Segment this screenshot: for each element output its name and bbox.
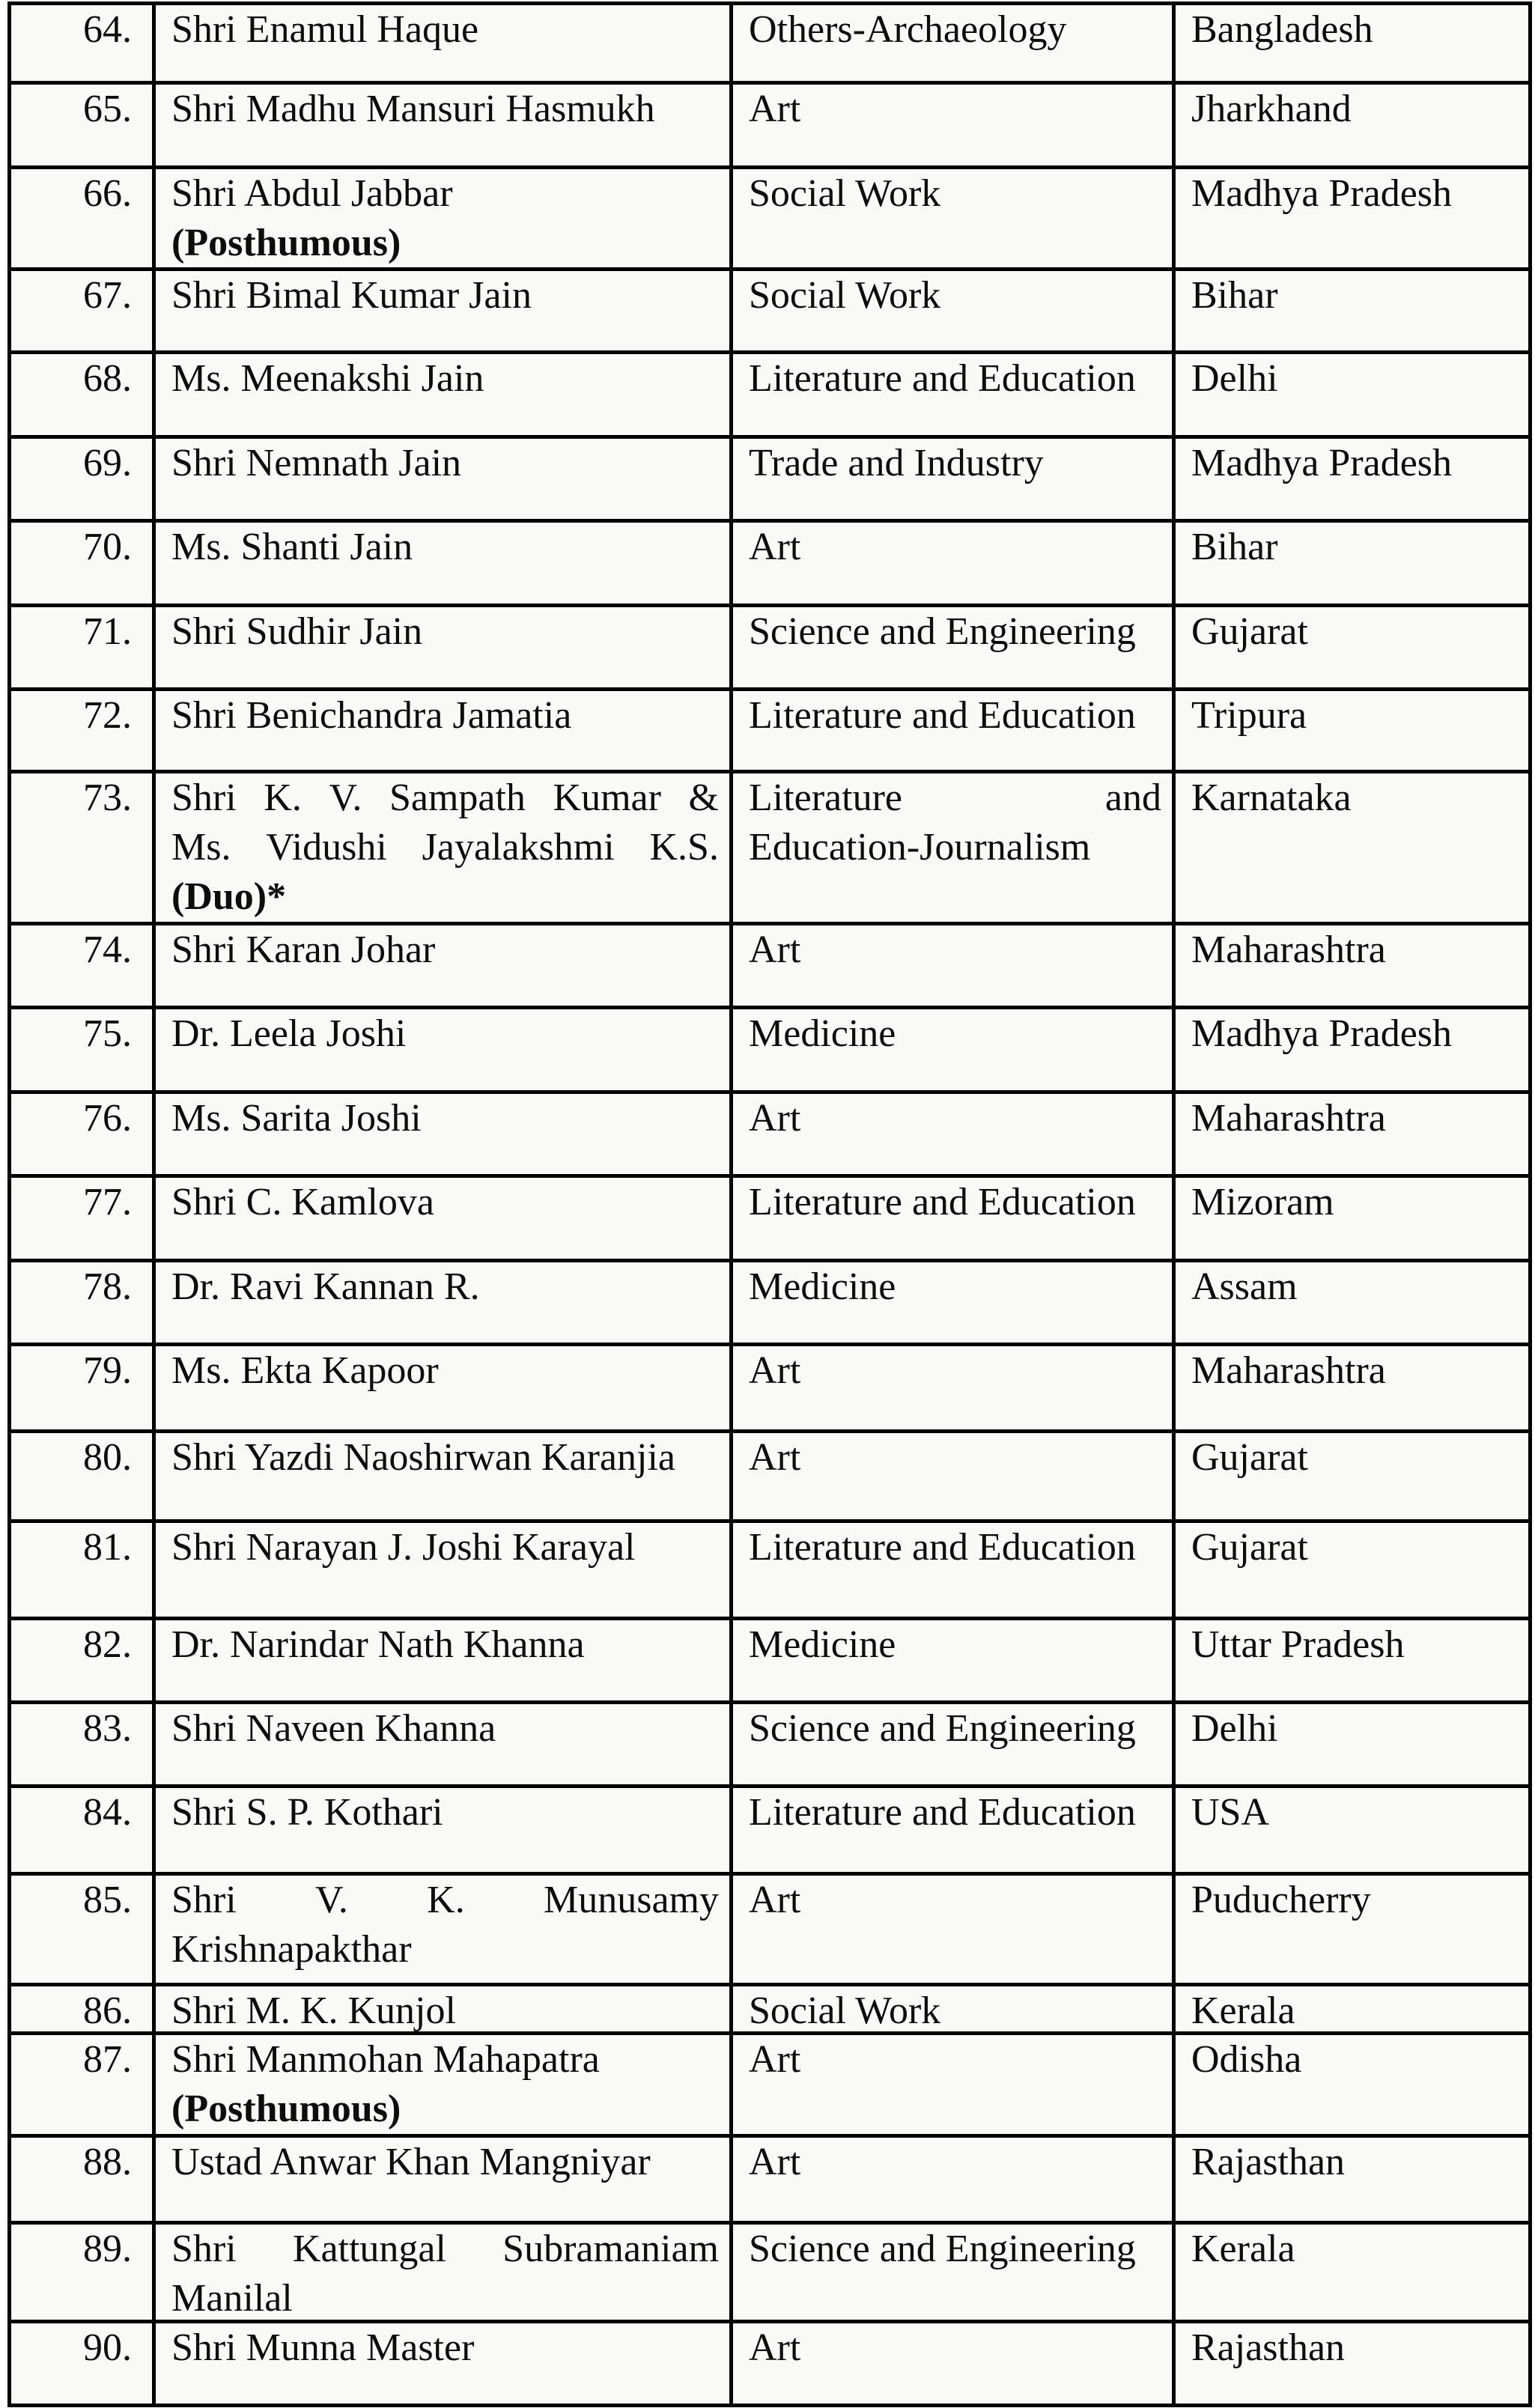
serial-number: 87. bbox=[83, 2038, 132, 2081]
word: Shri bbox=[171, 776, 237, 819]
serial-cell bbox=[7, 81, 152, 165]
serial-cell bbox=[7, 1259, 152, 1343]
cell-line: Bihar bbox=[1191, 274, 1278, 317]
serial-number: 80. bbox=[83, 1436, 132, 1479]
cell-line: Shri Madhu Mansuri Hasmukh bbox=[171, 88, 655, 130]
word: K.S. bbox=[649, 826, 719, 869]
serial-cell bbox=[7, 1784, 152, 1872]
cell-line: Gujarat bbox=[1191, 610, 1308, 653]
cell-line: Art bbox=[749, 1879, 801, 1921]
cell-line: Literature and Education bbox=[749, 1181, 1136, 1223]
cell-line: Delhi bbox=[1191, 1707, 1278, 1750]
name-cell bbox=[152, 267, 729, 350]
cell-line: Art bbox=[749, 2141, 801, 2183]
serial-number: 82. bbox=[83, 1623, 132, 1666]
serial-cell bbox=[7, 350, 152, 435]
serial-cell bbox=[7, 1519, 152, 1617]
serial-number: 84. bbox=[83, 1791, 132, 1834]
cell-line: Art bbox=[749, 1097, 801, 1140]
cell-line: Medicine bbox=[749, 1265, 896, 1308]
cell-line bbox=[171, 2225, 719, 2274]
state-cell bbox=[1172, 519, 1528, 603]
state-cell bbox=[1172, 350, 1528, 435]
field-cell bbox=[729, 603, 1172, 687]
cell-line: Rajasthan bbox=[1191, 2326, 1346, 2369]
word: and bbox=[1104, 776, 1161, 819]
cell-line: Mizoram bbox=[1191, 1181, 1334, 1223]
name-cell bbox=[152, 2221, 729, 2320]
cell-line: Ms. Shanti Jain bbox=[171, 526, 413, 568]
cell-line: Assam bbox=[1191, 1265, 1298, 1308]
cell-line: Art bbox=[749, 1436, 801, 1479]
name-cell bbox=[152, 1872, 729, 1983]
serial-number: 89. bbox=[83, 2228, 132, 2270]
serial-number: 88. bbox=[83, 2141, 132, 2183]
name-cell bbox=[152, 1006, 729, 1090]
field-cell bbox=[729, 1617, 1172, 1700]
field-cell bbox=[729, 81, 1172, 165]
cell-line: Ms. Ekta Kapoor bbox=[171, 1349, 439, 1392]
cell-line: Odisha bbox=[1191, 2038, 1302, 2081]
cell-line: Dr. Ravi Kannan R. bbox=[171, 1265, 480, 1308]
cell-line: Maharashtra bbox=[1191, 1349, 1386, 1392]
serial-number: 73. bbox=[83, 776, 132, 819]
word: Jayalakshmi bbox=[422, 826, 615, 869]
name-cell bbox=[152, 1617, 729, 1700]
serial-cell bbox=[7, 2221, 152, 2320]
cell-line: Shri Abdul Jabbar bbox=[171, 172, 453, 215]
name-cell bbox=[152, 435, 729, 519]
field-cell bbox=[729, 1872, 1172, 1983]
word: V. bbox=[329, 776, 362, 819]
state-cell bbox=[1172, 2221, 1528, 2320]
cell-line: Trade and Industry bbox=[749, 442, 1044, 484]
name-cell bbox=[152, 1700, 729, 1784]
cell-line: Medicine bbox=[749, 1623, 896, 1666]
field-cell bbox=[729, 1, 1172, 81]
cell-line: Maharashtra bbox=[1191, 928, 1386, 971]
state-cell bbox=[1172, 81, 1528, 165]
cell-line: Kerala bbox=[1191, 1989, 1295, 2031]
word: Kumar bbox=[553, 776, 661, 819]
cell-line: Shri Karan Johar bbox=[171, 928, 436, 971]
name-cell bbox=[152, 922, 729, 1006]
name-cell bbox=[152, 81, 729, 165]
cell-line: Art bbox=[749, 1349, 801, 1392]
serial-number: 64. bbox=[83, 8, 132, 51]
field-cell bbox=[729, 2221, 1172, 2320]
cell-line: Social Work bbox=[749, 274, 941, 317]
cell-line: Dr. Narindar Nath Khanna bbox=[171, 1623, 585, 1666]
cell-line: Shri Narayan J. Joshi Karayal bbox=[171, 1526, 636, 1569]
state-cell bbox=[1172, 922, 1528, 1006]
cell-line: Puducherry bbox=[1191, 1879, 1371, 1921]
cell-line: Ms. Sarita Joshi bbox=[171, 1097, 422, 1140]
field-cell bbox=[729, 1429, 1172, 1519]
cell-line: Art bbox=[749, 928, 801, 971]
cell-line: (Posthumous) bbox=[171, 222, 401, 264]
field-cell bbox=[729, 519, 1172, 603]
cell-line: Karnataka bbox=[1191, 776, 1352, 819]
cell-line: Education-Journalism bbox=[749, 826, 1091, 869]
cell-line: Science and Engineering bbox=[749, 610, 1136, 653]
name-cell bbox=[152, 687, 729, 770]
cell-line: Shri Yazdi Naoshirwan Karanjia bbox=[171, 1436, 675, 1479]
cell-line: Ms. Meenakshi Jain bbox=[171, 357, 484, 400]
word: Sampath bbox=[389, 776, 526, 819]
name-cell bbox=[152, 519, 729, 603]
state-cell bbox=[1172, 1, 1528, 81]
serial-number: 69. bbox=[83, 442, 132, 484]
serial-cell bbox=[7, 922, 152, 1006]
name-cell bbox=[152, 2031, 729, 2134]
state-cell bbox=[1172, 435, 1528, 519]
name-cell bbox=[152, 350, 729, 435]
field-cell bbox=[729, 165, 1172, 267]
cell-line: Art bbox=[749, 526, 801, 568]
cell-line: Madhya Pradesh bbox=[1191, 1012, 1453, 1055]
cell-line: Ustad Anwar Khan Mangniyar bbox=[171, 2141, 651, 2183]
serial-number: 86. bbox=[83, 1989, 132, 2031]
cell-line: Gujarat bbox=[1191, 1436, 1308, 1479]
serial-cell bbox=[7, 519, 152, 603]
serial-number: 70. bbox=[83, 526, 132, 568]
cell-line: Literature and Education bbox=[749, 1526, 1136, 1569]
serial-cell bbox=[7, 1090, 152, 1174]
state-cell bbox=[1172, 1983, 1528, 2031]
word: K. bbox=[427, 1879, 465, 1921]
serial-number: 65. bbox=[83, 88, 132, 130]
serial-number: 83. bbox=[83, 1707, 132, 1750]
cell-line: Shri S. P. Kothari bbox=[171, 1791, 443, 1834]
serial-number: 66. bbox=[83, 172, 132, 215]
state-cell bbox=[1172, 1429, 1528, 1519]
cell-line: Art bbox=[749, 2038, 801, 2081]
cell-line bbox=[171, 823, 719, 872]
serial-cell bbox=[7, 165, 152, 267]
field-cell bbox=[729, 1259, 1172, 1343]
state-cell bbox=[1172, 2134, 1528, 2221]
name-cell bbox=[152, 1, 729, 81]
cell-line bbox=[749, 773, 1161, 823]
cell-line: Shri Sudhir Jain bbox=[171, 610, 423, 653]
name-cell bbox=[152, 1983, 729, 2031]
cell-line: Shri Naveen Khanna bbox=[171, 1707, 496, 1750]
name-cell bbox=[152, 770, 729, 922]
cell-line: Uttar Pradesh bbox=[1191, 1623, 1405, 1666]
serial-number: 85. bbox=[83, 1879, 132, 1921]
word: Munusamy bbox=[544, 1879, 719, 1921]
state-cell bbox=[1172, 1174, 1528, 1259]
serial-cell bbox=[7, 2134, 152, 2221]
field-cell bbox=[729, 770, 1172, 922]
word: Subramaniam bbox=[502, 2228, 719, 2270]
name-cell bbox=[152, 1429, 729, 1519]
serial-cell bbox=[7, 1, 152, 81]
cell-line: Science and Engineering bbox=[749, 2228, 1136, 2270]
word: Shri bbox=[171, 1879, 237, 1921]
cell-line: Krishnapakthar bbox=[171, 1928, 412, 1971]
serial-cell bbox=[7, 1700, 152, 1784]
cell-line: Bihar bbox=[1191, 526, 1278, 568]
cell-line: Kerala bbox=[1191, 2228, 1295, 2270]
serial-cell bbox=[7, 603, 152, 687]
serial-cell bbox=[7, 1343, 152, 1429]
serial-number: 74. bbox=[83, 928, 132, 971]
cell-line: Jharkhand bbox=[1191, 88, 1352, 130]
field-cell bbox=[729, 350, 1172, 435]
state-cell bbox=[1172, 687, 1528, 770]
cell-line: Shri Bimal Kumar Jain bbox=[171, 274, 532, 317]
serial-number: 81. bbox=[83, 1526, 132, 1569]
cell-line: Shri Manmohan Mahapatra bbox=[171, 2038, 600, 2081]
cell-line: Medicine bbox=[749, 1012, 896, 1055]
cell-line: Madhya Pradesh bbox=[1191, 172, 1453, 215]
name-cell bbox=[152, 1784, 729, 1872]
field-cell bbox=[729, 1174, 1172, 1259]
serial-number: 71. bbox=[83, 610, 132, 653]
state-cell bbox=[1172, 165, 1528, 267]
state-cell bbox=[1172, 1259, 1528, 1343]
cell-line bbox=[171, 773, 719, 823]
serial-cell bbox=[7, 435, 152, 519]
word: Vidushi bbox=[266, 826, 387, 869]
cell-line: Shri Munna Master bbox=[171, 2326, 475, 2369]
awardees-table bbox=[7, 1, 1532, 2407]
state-cell bbox=[1172, 1006, 1528, 1090]
state-cell bbox=[1172, 1519, 1528, 1617]
name-cell bbox=[152, 1090, 729, 1174]
field-cell bbox=[729, 2134, 1172, 2221]
cell-line: Literature and Education bbox=[749, 1791, 1136, 1834]
serial-number: 90. bbox=[83, 2326, 132, 2369]
serial-number: 76. bbox=[83, 1097, 132, 1140]
field-cell bbox=[729, 2320, 1172, 2404]
name-cell bbox=[152, 1259, 729, 1343]
field-cell bbox=[729, 267, 1172, 350]
serial-cell bbox=[7, 2031, 152, 2134]
cell-line: Rajasthan bbox=[1191, 2141, 1346, 2183]
serial-number: 79. bbox=[83, 1349, 132, 1392]
serial-cell bbox=[7, 687, 152, 770]
field-cell bbox=[729, 1343, 1172, 1429]
cell-line: Literature and Education bbox=[749, 694, 1136, 737]
cell-line: Science and Engineering bbox=[749, 1707, 1136, 1750]
word: K. bbox=[264, 776, 302, 819]
cell-line: Bangladesh bbox=[1191, 8, 1373, 51]
field-cell bbox=[729, 1983, 1172, 2031]
serial-cell bbox=[7, 1872, 152, 1983]
name-cell bbox=[152, 603, 729, 687]
serial-cell bbox=[7, 1983, 152, 2031]
state-cell bbox=[1172, 1872, 1528, 1983]
serial-number: 68. bbox=[83, 357, 132, 400]
cell-line: Art bbox=[749, 2326, 801, 2369]
serial-number: 67. bbox=[83, 274, 132, 317]
cell-line: Maharashtra bbox=[1191, 1097, 1386, 1140]
cell-line: Shri M. K. Kunjol bbox=[171, 1989, 456, 2031]
state-cell bbox=[1172, 770, 1528, 922]
field-cell bbox=[729, 435, 1172, 519]
field-cell bbox=[729, 1519, 1172, 1617]
serial-cell bbox=[7, 1617, 152, 1700]
cell-line: Others-Archaeology bbox=[749, 8, 1067, 51]
cell-line: Literature and Education bbox=[749, 357, 1136, 400]
serial-number: 78. bbox=[83, 1265, 132, 1308]
word: V. bbox=[314, 1879, 348, 1921]
cell-line: (Duo)* bbox=[171, 875, 287, 918]
cell-line: Shri Benichandra Jamatia bbox=[171, 694, 572, 737]
cell-line: Gujarat bbox=[1191, 1526, 1308, 1569]
serial-number: 72. bbox=[83, 694, 132, 737]
serial-number: 77. bbox=[83, 1181, 132, 1223]
cell-line: Shri Enamul Haque bbox=[171, 8, 479, 51]
name-cell bbox=[152, 1519, 729, 1617]
field-cell bbox=[729, 1784, 1172, 1872]
serial-cell bbox=[7, 1006, 152, 1090]
word: & bbox=[688, 776, 719, 819]
state-cell bbox=[1172, 2320, 1528, 2404]
cell-line: Madhya Pradesh bbox=[1191, 442, 1453, 484]
field-cell bbox=[729, 1006, 1172, 1090]
field-cell bbox=[729, 687, 1172, 770]
serial-cell bbox=[7, 2320, 152, 2404]
word: Literature bbox=[749, 776, 902, 819]
field-cell bbox=[729, 2031, 1172, 2134]
cell-line: Tripura bbox=[1191, 694, 1307, 737]
word: Ms. bbox=[171, 826, 231, 869]
cell-line: Social Work bbox=[749, 1989, 941, 2031]
word: Shri bbox=[171, 2228, 237, 2270]
cell-line: Shri C. Kamlova bbox=[171, 1181, 434, 1223]
cell-line: Manilal bbox=[171, 2277, 293, 2320]
name-cell bbox=[152, 2134, 729, 2221]
state-cell bbox=[1172, 603, 1528, 687]
name-cell bbox=[152, 165, 729, 267]
cell-line: Delhi bbox=[1191, 357, 1278, 400]
state-cell bbox=[1172, 1617, 1528, 1700]
serial-cell bbox=[7, 1174, 152, 1259]
cell-line: Art bbox=[749, 88, 801, 130]
cell-line: Shri Nemnath Jain bbox=[171, 442, 462, 484]
state-cell bbox=[1172, 2031, 1528, 2134]
cell-line bbox=[171, 1876, 719, 1925]
state-cell bbox=[1172, 1784, 1528, 1872]
state-cell bbox=[1172, 1090, 1528, 1174]
name-cell bbox=[152, 2320, 729, 2404]
serial-cell bbox=[7, 770, 152, 922]
cell-line: Social Work bbox=[749, 172, 941, 215]
name-cell bbox=[152, 1343, 729, 1429]
cell-line: USA bbox=[1191, 1791, 1270, 1834]
serial-cell bbox=[7, 1429, 152, 1519]
serial-cell bbox=[7, 267, 152, 350]
field-cell bbox=[729, 1090, 1172, 1174]
state-cell bbox=[1172, 1343, 1528, 1429]
state-cell bbox=[1172, 1700, 1528, 1784]
name-cell bbox=[152, 1174, 729, 1259]
serial-number: 75. bbox=[83, 1012, 132, 1055]
cell-line: Dr. Leela Joshi bbox=[171, 1012, 407, 1055]
field-cell bbox=[729, 922, 1172, 1006]
word: Kattungal bbox=[292, 2228, 446, 2270]
field-cell bbox=[729, 1700, 1172, 1784]
cell-line: (Posthumous) bbox=[171, 2088, 401, 2130]
state-cell bbox=[1172, 267, 1528, 350]
